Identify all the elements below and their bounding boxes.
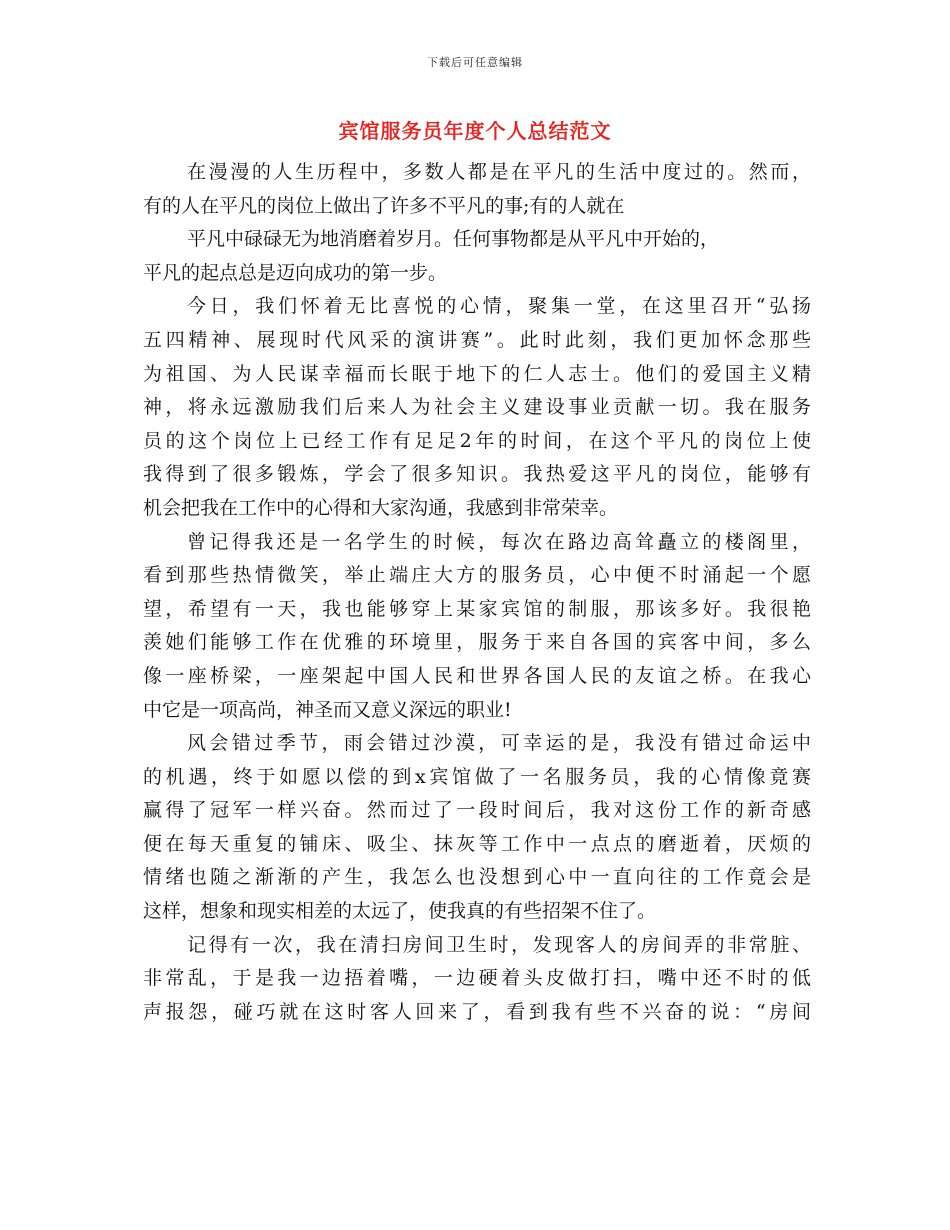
text-line: 平凡的起点总是迈向成功的第一步。 xyxy=(143,261,448,284)
text-line: 便在每天重复的铺床、吸尘、抹灰等工作中一点点的磨逝着，厌烦的 xyxy=(143,832,811,855)
text-line: 五四精神、展现时代风采的演讲赛”。此时此刻，我们更加怀念那些 xyxy=(143,328,811,351)
text-line: 的机遇，终于如愿以偿的到x宾馆做了一名服务员，我的心情像竟赛 xyxy=(143,765,811,788)
text-line: 风会错过季节，雨会错过沙漠，可幸运的是，我没有错过命运中 xyxy=(187,732,811,755)
text-line: 这样，想象和现实相差的太远了，使我真的有些招架不住了。 xyxy=(143,900,657,923)
text-line: 赢得了冠军一样兴奋。然而过了一段时间后，我对这份工作的新奇感 xyxy=(143,799,811,822)
text-line: 员的这个岗位上已经工作有足足2年的时间，在这个平凡的岗位上使 xyxy=(143,429,811,452)
text-line: 神，将永远激励我们后来人为社会主义建设事业贡献一切。我在服务 xyxy=(143,396,811,419)
text-line: 声报怨，碰巧就在这时客人回来了，看到我有些不兴奋的说：“房间 xyxy=(143,1000,811,1023)
header-note: 下载后可任意编辑 xyxy=(427,56,523,69)
text-line: 有的人在平凡的岗位上做出了许多不平凡的事;有的人就在 xyxy=(143,194,625,217)
text-line: 平凡中碌碌无为地消磨着岁月。任何事物都是从平凡中开始的， xyxy=(187,228,720,251)
text-line: 羡她们能够工作在优雅的环境里，服务于来自各国的宾客中间，多么 xyxy=(143,631,811,654)
body-text xyxy=(143,156,811,1029)
text-line: 看到那些热情微笑，举止端庄大方的服务员，心中便不时涌起一个愿 xyxy=(143,564,811,587)
text-line: 在漫漫的人生历程中，多数人都是在平凡的生活中度过的。然而， xyxy=(187,161,811,183)
text-line: 中它是一项高尚，神圣而又意义深远的职业! xyxy=(143,698,512,721)
text-line: 非常乱，于是我一边捂着嘴，一边硬着头皮做打扫，嘴中还不时的低 xyxy=(143,967,811,990)
text-line: 像一座桥梁，一座架起中国人民和世界各国人民的友谊之桥。在我心 xyxy=(143,664,811,687)
document-title: 宾馆服务员年度个人总结范文 xyxy=(338,119,612,143)
text-line: 望，希望有一天，我也能够穿上某家宾馆的制服，那该多好。我很艳 xyxy=(143,597,811,620)
text-line: 今日，我们怀着无比喜悦的心情，聚集一堂，在这里召开“弘扬 xyxy=(187,295,811,318)
text-line: 机会把我在工作中的心得和大家沟通，我感到非常荣幸。 xyxy=(143,496,619,519)
text-line: 情绪也随之渐渐的产生，我怎么也没想到心中一直向往的工作竟会是 xyxy=(143,866,811,889)
text-line: 记得有一次，我在清扫房间卫生时，发现客人的房间弄的非常脏、 xyxy=(187,933,811,956)
text-line: 为祖国、为人民谋幸福而长眠于地下的仁人志士。他们的爱国主义精 xyxy=(143,362,811,385)
text-line: 我得到了很多锻炼，学会了很多知识。我热爱这平凡的岗位，能够有 xyxy=(143,463,811,486)
text-line: 曾记得我还是一名学生的时候，每次在路边高耸矗立的楼阁里， xyxy=(187,530,811,553)
